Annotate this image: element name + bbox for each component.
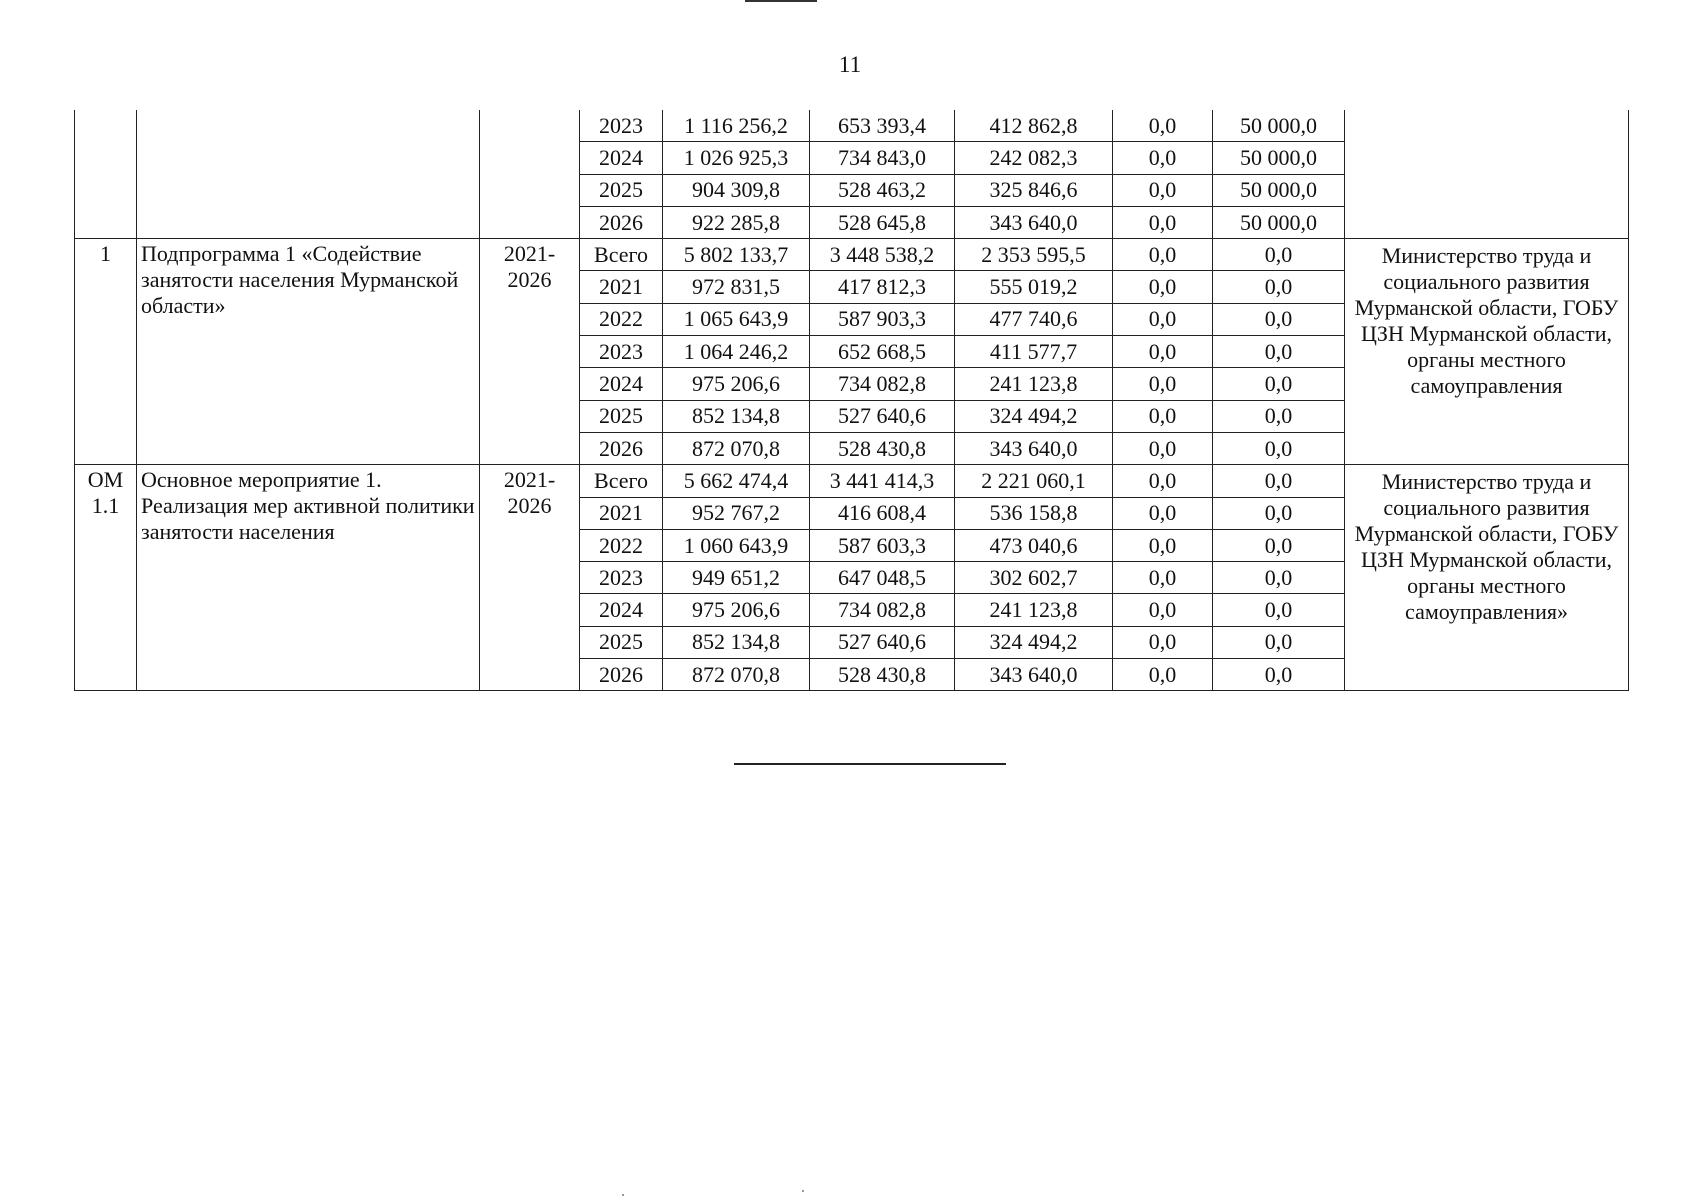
federal-budget-cell: 343 640,0: [955, 432, 1113, 464]
year-cell: 2023: [580, 336, 663, 368]
year-cell: Всего: [580, 465, 663, 497]
row-index: ОМ 1.1: [75, 465, 137, 691]
regional-budget-cell: 528 430,8: [810, 659, 955, 691]
year-cell: 2021: [580, 497, 663, 529]
regional-budget-cell: 528 463,2: [810, 174, 955, 206]
name-cell: [137, 110, 480, 239]
local-budget-cell: 0,0: [1113, 529, 1213, 561]
total-cell: 872 070,8: [663, 659, 810, 691]
other-sources-cell: 50 000,0: [1213, 142, 1345, 174]
total-cell: 5 662 474,4: [663, 465, 810, 497]
total-cell: 975 206,6: [663, 594, 810, 626]
total-cell: 1 065 643,9: [663, 303, 810, 335]
budget-table: [74, 110, 1629, 691]
local-budget-cell: 0,0: [1113, 368, 1213, 400]
local-budget-cell: 0,0: [1113, 206, 1213, 238]
responsible-cell: [1345, 110, 1629, 239]
total-cell: 1 116 256,2: [663, 110, 810, 142]
top-edge-mark: [745, 0, 817, 2]
year-cell: 2022: [580, 303, 663, 335]
scan-speck: [622, 1194, 624, 1196]
year-cell: 2026: [580, 432, 663, 464]
row-index: 1: [75, 239, 137, 465]
local-budget-cell: 0,0: [1113, 465, 1213, 497]
responsible-executor: Министерство труда и социального развития Мурманской области, ГОБУ ЦЗН Мурманской области, органы местного самоуправления: [1345, 239, 1629, 465]
local-budget-cell: 0,0: [1113, 271, 1213, 303]
table-row: [75, 239, 1629, 271]
regional-budget-cell: 734 843,0: [810, 142, 955, 174]
regional-budget-cell: 734 082,8: [810, 594, 955, 626]
regional-budget-cell: 647 048,5: [810, 562, 955, 594]
total-cell: 1 064 246,2: [663, 336, 810, 368]
total-cell: 975 206,6: [663, 368, 810, 400]
federal-budget-cell: 412 862,8: [955, 110, 1113, 142]
implementation-period: 2021-2026: [480, 239, 580, 465]
index-cell: [75, 110, 137, 239]
federal-budget-cell: 555 019,2: [955, 271, 1113, 303]
year-cell: 2022: [580, 529, 663, 561]
page-number: 11: [838, 52, 862, 77]
year-cell: 2021: [580, 271, 663, 303]
other-sources-cell: 0,0: [1213, 659, 1345, 691]
total-cell: 872 070,8: [663, 432, 810, 464]
federal-budget-cell: 2 221 060,1: [955, 465, 1113, 497]
total-cell: 1 060 643,9: [663, 529, 810, 561]
other-sources-cell: 0,0: [1213, 336, 1345, 368]
measure-name: Подпрограмма 1 «Содействие занятости населения Мурманской области»: [137, 239, 480, 465]
other-sources-cell: 0,0: [1213, 368, 1345, 400]
regional-budget-cell: 527 640,6: [810, 400, 955, 432]
end-of-document-line: [734, 763, 1006, 765]
other-sources-cell: 0,0: [1213, 529, 1345, 561]
federal-budget-cell: 477 740,6: [955, 303, 1113, 335]
implementation-period: 2021-2026: [480, 465, 580, 691]
local-budget-cell: 0,0: [1113, 142, 1213, 174]
year-cell: 2024: [580, 594, 663, 626]
regional-budget-cell: 528 645,8: [810, 206, 955, 238]
total-cell: 972 831,5: [663, 271, 810, 303]
local-budget-cell: 0,0: [1113, 110, 1213, 142]
table-row: [75, 465, 1629, 497]
year-cell: 2025: [580, 626, 663, 658]
other-sources-cell: 0,0: [1213, 303, 1345, 335]
regional-budget-cell: 734 082,8: [810, 368, 955, 400]
other-sources-cell: 0,0: [1213, 239, 1345, 271]
year-cell: 2026: [580, 206, 663, 238]
federal-budget-cell: 343 640,0: [955, 659, 1113, 691]
total-cell: 852 134,8: [663, 400, 810, 432]
local-budget-cell: 0,0: [1113, 497, 1213, 529]
year-cell: 2025: [580, 174, 663, 206]
federal-budget-cell: 324 494,2: [955, 400, 1113, 432]
federal-budget-cell: 241 123,8: [955, 368, 1113, 400]
local-budget-cell: 0,0: [1113, 239, 1213, 271]
local-budget-cell: 0,0: [1113, 303, 1213, 335]
year-cell: 2023: [580, 110, 663, 142]
other-sources-cell: 50 000,0: [1213, 206, 1345, 238]
local-budget-cell: 0,0: [1113, 562, 1213, 594]
total-cell: 5 802 133,7: [663, 239, 810, 271]
federal-budget-cell: 241 123,8: [955, 594, 1113, 626]
regional-budget-cell: 652 668,5: [810, 336, 955, 368]
total-cell: 904 309,8: [663, 174, 810, 206]
federal-budget-cell: 325 846,6: [955, 174, 1113, 206]
responsible-executor: Министерство труда и социального развития Мурманской области, ГОБУ ЦЗН Мурманской области, органы местного самоуправления»: [1345, 465, 1629, 691]
period-cell: [480, 110, 580, 239]
year-cell: 2026: [580, 659, 663, 691]
year-cell: 2024: [580, 368, 663, 400]
other-sources-cell: 0,0: [1213, 626, 1345, 658]
scan-speck: [802, 1190, 804, 1192]
local-budget-cell: 0,0: [1113, 432, 1213, 464]
measure-name: Основное мероприятие 1. Реализация мер активной политики занятости населения: [137, 465, 480, 691]
local-budget-cell: 0,0: [1113, 594, 1213, 626]
federal-budget-cell: 473 040,6: [955, 529, 1113, 561]
table-row: [75, 110, 1629, 142]
local-budget-cell: 0,0: [1113, 659, 1213, 691]
federal-budget-cell: 2 353 595,5: [955, 239, 1113, 271]
total-cell: 922 285,8: [663, 206, 810, 238]
total-cell: 949 651,2: [663, 562, 810, 594]
year-cell: 2025: [580, 400, 663, 432]
other-sources-cell: 0,0: [1213, 400, 1345, 432]
regional-budget-cell: 587 603,3: [810, 529, 955, 561]
regional-budget-cell: 3 441 414,3: [810, 465, 955, 497]
other-sources-cell: 0,0: [1213, 562, 1345, 594]
other-sources-cell: 50 000,0: [1213, 174, 1345, 206]
federal-budget-cell: 343 640,0: [955, 206, 1113, 238]
federal-budget-cell: 324 494,2: [955, 626, 1113, 658]
year-cell: 2023: [580, 562, 663, 594]
total-cell: 1 026 925,3: [663, 142, 810, 174]
regional-budget-cell: 587 903,3: [810, 303, 955, 335]
regional-budget-cell: 417 812,3: [810, 271, 955, 303]
federal-budget-cell: 411 577,7: [955, 336, 1113, 368]
federal-budget-cell: 302 602,7: [955, 562, 1113, 594]
other-sources-cell: 0,0: [1213, 497, 1345, 529]
regional-budget-cell: 528 430,8: [810, 432, 955, 464]
local-budget-cell: 0,0: [1113, 400, 1213, 432]
federal-budget-cell: 536 158,8: [955, 497, 1113, 529]
other-sources-cell: 0,0: [1213, 594, 1345, 626]
federal-budget-cell: 242 082,3: [955, 142, 1113, 174]
regional-budget-cell: 653 393,4: [810, 110, 955, 142]
regional-budget-cell: 3 448 538,2: [810, 239, 955, 271]
total-cell: 952 767,2: [663, 497, 810, 529]
other-sources-cell: 0,0: [1213, 271, 1345, 303]
other-sources-cell: 50 000,0: [1213, 110, 1345, 142]
local-budget-cell: 0,0: [1113, 174, 1213, 206]
total-cell: 852 134,8: [663, 626, 810, 658]
year-cell: 2024: [580, 142, 663, 174]
regional-budget-cell: 416 608,4: [810, 497, 955, 529]
local-budget-cell: 0,0: [1113, 336, 1213, 368]
local-budget-cell: 0,0: [1113, 626, 1213, 658]
other-sources-cell: 0,0: [1213, 465, 1345, 497]
other-sources-cell: 0,0: [1213, 432, 1345, 464]
year-cell: Всего: [580, 239, 663, 271]
regional-budget-cell: 527 640,6: [810, 626, 955, 658]
